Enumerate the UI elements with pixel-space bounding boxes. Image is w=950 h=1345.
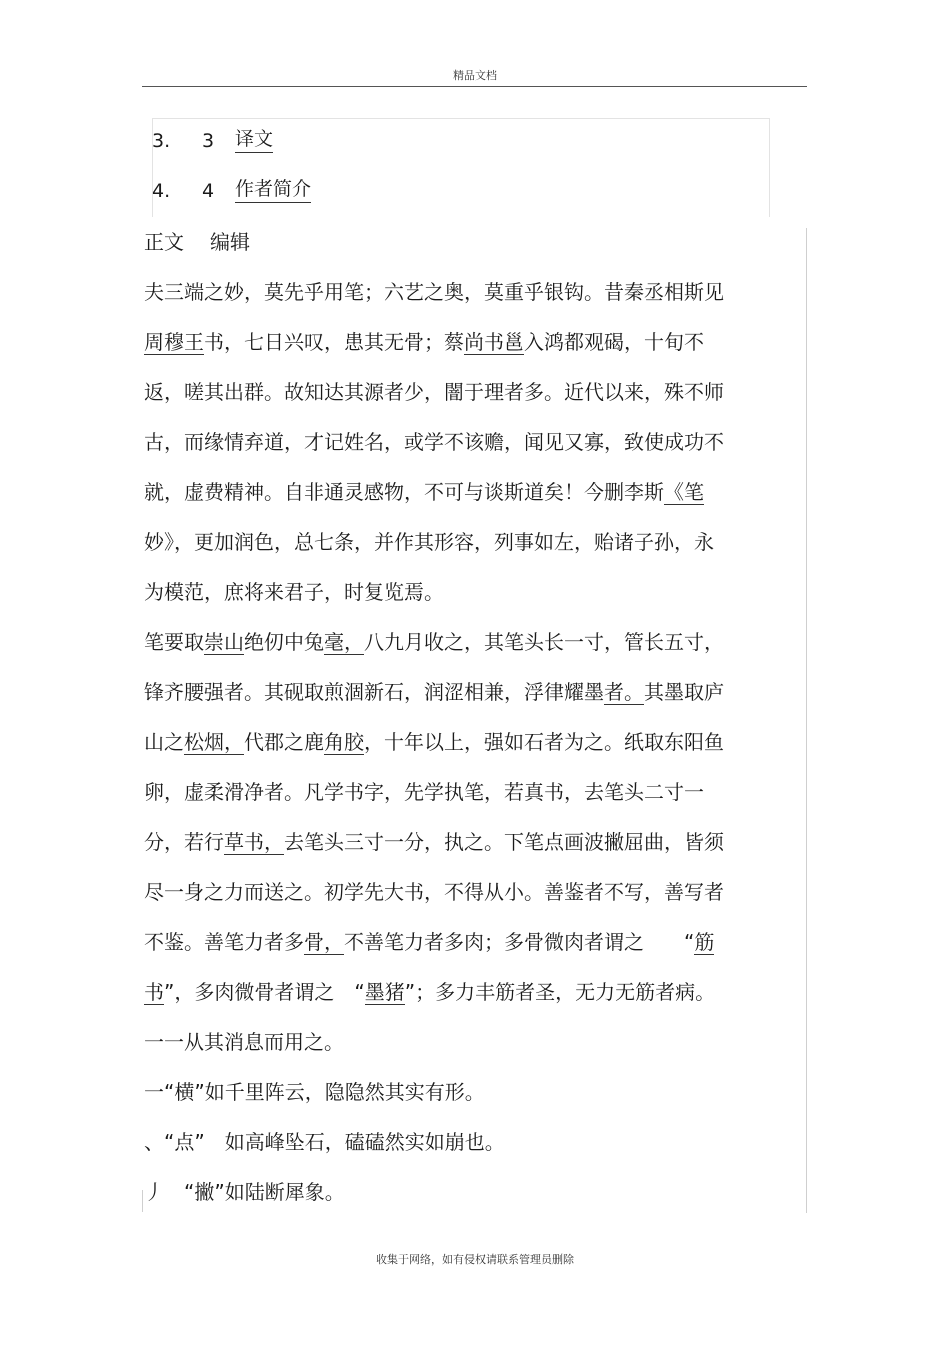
text-segment: 笔要取 <box>144 630 204 654</box>
page-header: 精品文档 <box>453 69 497 82</box>
text-line <box>144 979 715 1005</box>
linked-term[interactable]: 周穆王 <box>144 330 204 354</box>
section-title: 正文 <box>144 230 184 254</box>
text-segment: 就，虚费精神。自非通灵感物，不可与谈斯道矣！今删李斯 <box>144 480 664 504</box>
text-segment: 不鉴。善笔力者多 <box>144 930 304 954</box>
text-segment: 分，若行 <box>144 830 224 854</box>
toc-link-translation[interactable]: 译文 <box>235 128 273 153</box>
toc-subnumber: 4 <box>202 179 215 202</box>
toc-number: 3. <box>152 129 171 152</box>
content-border-right <box>806 228 807 1213</box>
linked-term[interactable]: 尚书邕 <box>464 330 524 354</box>
toc-item-author <box>152 178 311 203</box>
text-segment: 丿 “撇”如陆断犀象。 <box>144 1180 345 1204</box>
text-line <box>144 779 704 805</box>
text-segment: ，十年以上，强如石者为之。纸取东阳鱼 <box>364 730 724 754</box>
text-segment: ”，多肉微骨者谓之 “ <box>164 980 365 1004</box>
linked-term[interactable]: 骨， <box>304 930 344 954</box>
section-heading <box>144 229 250 255</box>
text-segment: 书，七日兴叹，患其无骨；蔡 <box>204 330 464 354</box>
text-segment: 山之 <box>144 730 184 754</box>
text-segment: 锋齐腰强者。其砚取煎涸新石，润涩相兼，浮律耀墨 <box>144 680 604 704</box>
section-edit-link[interactable]: 编辑 <box>210 230 250 254</box>
text-segment: ”；多力丰筋者圣，无力无筋者病。 <box>404 980 716 1004</box>
text-line <box>144 479 704 505</box>
linked-term[interactable]: 书 <box>144 980 164 1004</box>
text-segment: 绝仞中兔 <box>244 630 324 654</box>
text-line <box>144 879 724 905</box>
text-segment: 卵，虚柔滑净者。凡学书字，先学执笔，若真书，去笔头二寸一 <box>144 780 704 804</box>
text-line <box>144 1029 344 1055</box>
text-line <box>144 379 724 405</box>
linked-term[interactable]: 筋 <box>694 930 715 954</box>
toc-number: 4. <box>152 179 171 202</box>
text-segment: 去笔头三寸一分，执之。下笔点画波撇屈曲，皆须 <box>284 830 724 854</box>
page-footer: 收集于网络，如有侵权请联系管理员删除 <box>376 1253 574 1266</box>
linked-term[interactable]: 《笔 <box>664 480 704 504</box>
text-line <box>144 579 444 605</box>
text-segment: 入鸿都观碣，十旬不 <box>524 330 704 354</box>
text-line <box>144 729 724 755</box>
linked-term[interactable]: 松烟， <box>184 730 244 754</box>
text-line <box>144 329 704 355</box>
text-segment: 返，嗟其出群。故知达其源者少，闇于理者多。近代以来，殊不师 <box>144 380 724 404</box>
header-divider <box>142 86 807 87</box>
text-segment: 一“横”如千里阵云，隐隐然其实有形。 <box>144 1080 485 1104</box>
text-segment: 为模范，庶将来君子，时复览焉。 <box>144 580 444 604</box>
text-segment: 古，而缘情弃道，才记姓名，或学不该赡，闻见又寡，致使成功不 <box>144 430 724 454</box>
text-line <box>144 1129 505 1155</box>
linked-term[interactable]: 角胶 <box>324 730 364 754</box>
text-line <box>144 1179 345 1205</box>
text-segment: 妙》，更加润色，总七条，并作其形容，列事如左，贻诸子孙，永 <box>144 530 714 554</box>
text-segment: 不善笔力者多肉；多骨微肉者谓之 “ <box>344 930 695 954</box>
text-line <box>144 929 714 955</box>
text-line <box>144 279 724 305</box>
content-border-left <box>142 1190 143 1212</box>
text-line <box>144 1079 485 1105</box>
linked-term[interactable]: 墨猪 <box>364 980 405 1004</box>
text-segment: 一一从其消息而用之。 <box>144 1030 344 1054</box>
linked-term[interactable]: 毫， <box>324 630 364 654</box>
text-line <box>144 679 724 705</box>
toc-link-author[interactable]: 作者简介 <box>235 178 311 203</box>
text-line <box>144 829 724 855</box>
text-segment: 夫三端之妙，莫先乎用笔；六艺之奥，莫重乎银钩。昔秦丞相斯见 <box>144 280 724 304</box>
text-line <box>144 629 724 655</box>
text-line <box>144 429 724 455</box>
toc-item-translation <box>152 128 273 153</box>
linked-term[interactable]: 者。 <box>604 680 644 704</box>
toc-subnumber: 3 <box>202 129 215 152</box>
text-segment: 八九月收之，其笔头长一寸，管长五寸， <box>364 630 724 654</box>
linked-term[interactable]: 崇山 <box>204 630 244 654</box>
text-line <box>144 529 714 555</box>
text-segment: 其墨取庐 <box>644 680 724 704</box>
text-segment: 代郡之鹿 <box>244 730 324 754</box>
linked-term[interactable]: 草书， <box>224 830 284 854</box>
text-segment: 、“点” 如高峰坠石，磕磕然实如崩也。 <box>144 1130 505 1154</box>
text-segment: 尽一身之力而送之。初学先大书，不得从小。善鉴者不写，善写者 <box>144 880 724 904</box>
